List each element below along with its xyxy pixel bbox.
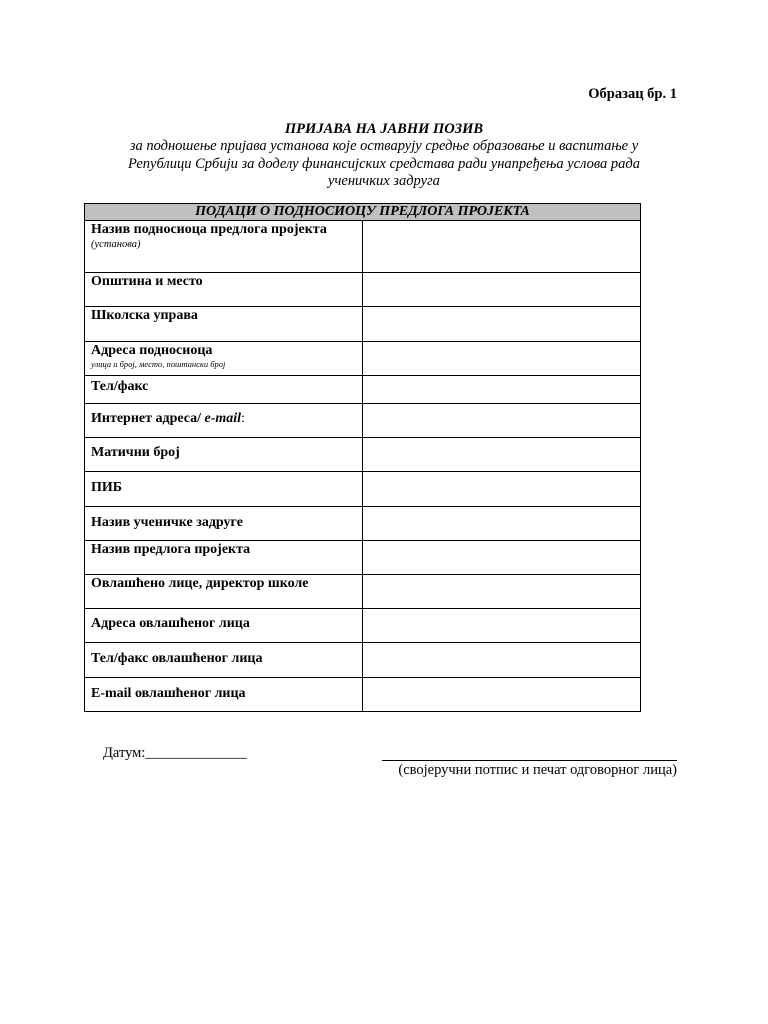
table-row [85,438,641,472]
table-header: ПОДАЦИ О ПОДНОСИОЦУ ПРЕДЛОГА ПРОЈЕКТА [85,204,641,221]
table-row [85,273,641,307]
authorized-address-field[interactable] [363,609,641,643]
municipality-field[interactable] [363,273,641,307]
applicant-data-table [84,203,641,712]
field-label: Тел/факс овлашћеног лица [85,643,363,678]
field-label: Адреса подносиоца [91,343,213,358]
tax-id-field[interactable] [363,472,641,507]
table-row [85,404,641,438]
row-label [85,404,363,438]
field-label: Назив подносиоца предлога пројекта [91,222,327,237]
project-name-field[interactable] [363,541,641,575]
document-title: ПРИЈАВА НА ЈАВНИ ПОЗИВ [284,121,484,137]
table-row [85,643,641,678]
table-row [85,221,641,273]
table-row [85,678,641,712]
field-note: (установа) [91,239,141,250]
table-row [85,472,641,507]
row-label [85,221,363,273]
authorized-person-field[interactable] [363,575,641,609]
form-number: Образац бр. 1 [588,86,677,102]
field-label-italic: e-mail [204,411,242,426]
registration-number-field[interactable] [363,438,641,472]
field-label: Назив ученичке задруге [85,507,363,541]
date-field[interactable]: Датум:______________ [103,745,247,761]
table-row [85,342,641,376]
field-label: Матични број [85,438,363,472]
field-label: Овлашћено лице, директор школе [85,575,363,609]
applicant-name-field[interactable] [363,221,641,273]
table-row [85,609,641,643]
table-row [85,307,641,342]
authorized-email-field[interactable] [363,678,641,712]
table-header-row [85,204,641,221]
signature-caption: (својеручни потпис и печат одговорног лица) [398,762,677,778]
school-administration-field[interactable] [363,307,641,342]
table-row [85,507,641,541]
field-label: ПИБ [85,472,363,507]
signature-line[interactable] [382,760,677,761]
field-label: Адреса овлашћеног лица [85,609,363,643]
field-label: E-mail овлашћеног лица [85,678,363,712]
table-row [85,541,641,575]
table-row [85,575,641,609]
table-row [85,376,641,404]
phone-fax-field[interactable] [363,376,641,404]
field-label: Интернет адреса/ [91,411,205,426]
applicant-address-field[interactable] [363,342,641,376]
row-label [85,342,363,376]
field-note: улица и број, место, поштански број [91,359,226,369]
field-label: Назив предлога пројекта [85,541,363,575]
authorized-phone-field[interactable] [363,643,641,678]
field-label-suffix: : [241,411,245,426]
field-label: Општина и место [85,273,363,307]
document-subtitle: за подношење пријава установа које остварују средње образовање и васпитање у Републици Србији за доделу финансијских средстава ради унапређења услова рада ученичких задруга [128,138,640,189]
field-label: Тел/факс [85,376,363,404]
website-email-field[interactable] [363,404,641,438]
cooperative-name-field[interactable] [363,507,641,541]
field-label: Школска управа [85,307,363,342]
